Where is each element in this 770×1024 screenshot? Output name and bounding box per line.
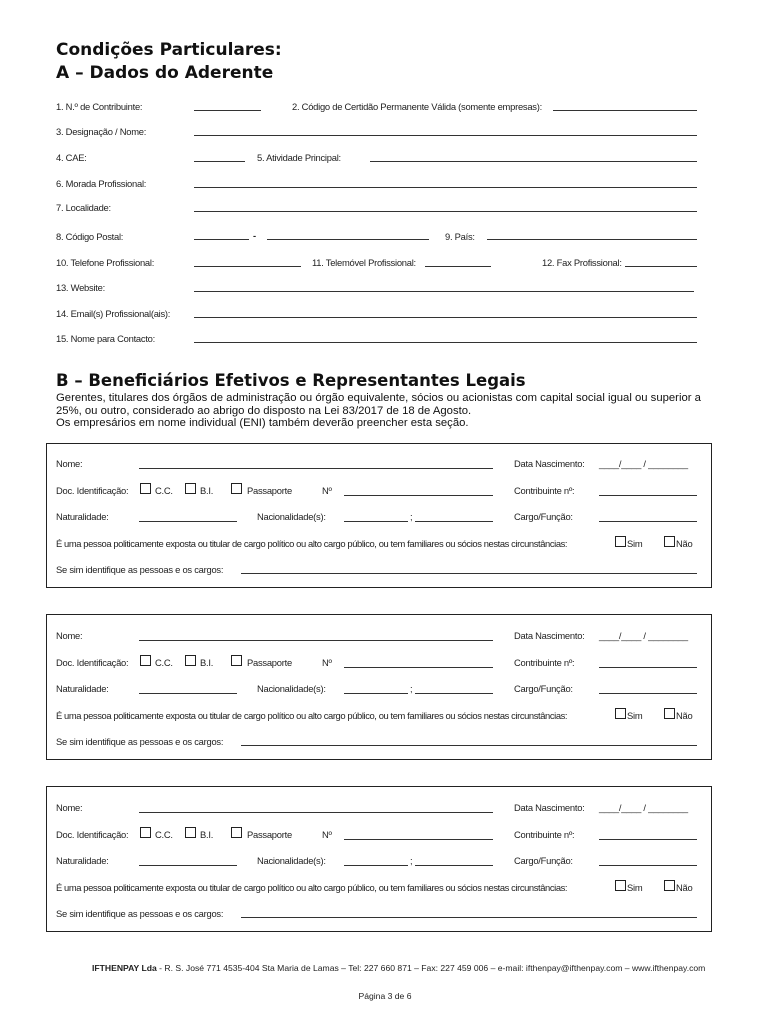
se-sim-input[interactable]: [241, 917, 697, 918]
contribuinte-input[interactable]: [599, 839, 697, 840]
beneficiary-box-2: [46, 614, 712, 760]
section-b-intro: [56, 392, 736, 430]
contacto-input[interactable]: [194, 342, 697, 343]
pep-nao-label: Não: [676, 710, 693, 721]
intro-line-1: Gerentes, titulares dos órgãos de administração ou órgão equivalente, sócios ou acionistas com capital social igual ou superior a: [56, 392, 701, 404]
field-label-telemovel: 11. Telemóvel Profissional:: [312, 257, 416, 268]
cargo-input[interactable]: [599, 865, 697, 866]
field-label-telefone: 10. Telefone Profissional:: [56, 257, 155, 268]
pep-sim-label: Sim: [627, 710, 643, 721]
pep-nao-label: Não: [676, 538, 693, 549]
pep-nao-checkbox[interactable]: [664, 536, 675, 547]
numero-label: Nº: [322, 657, 332, 668]
certidao-input[interactable]: [553, 110, 697, 111]
nacionalidade-separator: ;: [410, 683, 413, 694]
field-label-contacto: 15. Nome para Contacto:: [56, 333, 155, 344]
data-nascimento-input[interactable]: ____/____ / ________: [599, 802, 688, 813]
field-label-cae: 4. CAE:: [56, 152, 87, 163]
doc-identificacao-label: Doc. Identificação:: [56, 829, 129, 840]
codigo-postal-separator: -: [253, 230, 256, 241]
passaporte-label: Passaporte: [247, 485, 292, 496]
field-label-website: 13. Website:: [56, 282, 105, 293]
naturalidade-label: Naturalidade:: [56, 855, 109, 866]
field-label-certidao: 2. Código de Certidão Permanente Válida (somente empresas):: [292, 101, 542, 112]
bi-label: B.I.: [200, 829, 214, 840]
pep-question: É uma pessoa politicamente exposta ou titular de cargo político ou alto cargo público, ou tem familiares ou sócios nestas circunstâncias:: [56, 882, 568, 893]
passaporte-checkbox[interactable]: [231, 655, 242, 666]
intro-line-3: Os empresários em nome individual (ENI) também deverão preencher esta seção.: [56, 417, 469, 430]
numero-input[interactable]: [344, 495, 493, 496]
nacionalidade-input-2[interactable]: [415, 865, 493, 866]
nome-input[interactable]: [139, 812, 493, 813]
passaporte-checkbox[interactable]: [231, 827, 242, 838]
bi-label: B.I.: [200, 485, 214, 496]
nacionalidade-label: Nacionalidade(s):: [257, 683, 326, 694]
contribuinte-label: Contribuinte nº:: [514, 829, 575, 840]
pep-nao-label: Não: [676, 882, 693, 893]
contribuinte-label: Contribuinte nº:: [514, 657, 575, 668]
cc-label: C.C.: [155, 657, 173, 668]
nome-label: Nome:: [56, 630, 83, 641]
nacionalidade-input-1[interactable]: [344, 693, 408, 694]
pep-nao-checkbox[interactable]: [664, 880, 675, 891]
cargo-input[interactable]: [599, 521, 697, 522]
cc-label: C.C.: [155, 485, 173, 496]
naturalidade-input[interactable]: [139, 865, 237, 866]
nome-input[interactable]: [139, 468, 493, 469]
nome-input[interactable]: [139, 640, 493, 641]
doc-identificacao-label: Doc. Identificação:: [56, 485, 129, 496]
pep-sim-checkbox[interactable]: [615, 536, 626, 547]
contribuinte-input[interactable]: [194, 110, 261, 111]
cc-checkbox[interactable]: [140, 655, 151, 666]
section-b-title: B – Beneficiários Efetivos e Representantes Legais: [56, 371, 526, 390]
nacionalidade-input-1[interactable]: [344, 521, 408, 522]
passaporte-label: Passaporte: [247, 657, 292, 668]
intro-line-2: 25%, ou outro, considerado ao abrigo do disposto na Lei 83/2017 de 18 de Agosto.: [56, 404, 472, 417]
naturalidade-input[interactable]: [139, 693, 237, 694]
field-label-fax: 12. Fax Profissional:: [542, 257, 622, 268]
data-nascimento-label: Data Nascimento:: [514, 802, 585, 813]
beneficiary-box-1: [46, 443, 712, 588]
beneficiary-box-3: [46, 786, 712, 932]
numero-label: Nº: [322, 485, 332, 496]
atividade-input[interactable]: [370, 161, 697, 162]
page-number: Página 3 de 6: [358, 991, 412, 1001]
nacionalidade-separator: ;: [410, 855, 413, 866]
field-label-pais: 9. País:: [445, 231, 475, 242]
footer-company: IFTHENPAY Lda: [92, 963, 157, 973]
se-sim-label: Se sim identifique as pessoas e os cargos:: [56, 908, 224, 919]
naturalidade-label: Naturalidade:: [56, 511, 109, 522]
cargo-label: Cargo/Função:: [514, 855, 573, 866]
localidade-input[interactable]: [194, 211, 697, 212]
morada-input[interactable]: [194, 187, 697, 188]
codigo-postal-part2-input[interactable]: [267, 239, 429, 240]
nome-label: Nome:: [56, 458, 83, 469]
nacionalidade-label: Nacionalidade(s):: [257, 855, 326, 866]
field-label-contribuinte: 1. N.º de Contribuinte:: [56, 101, 143, 112]
conditions-title: Condições Particulares:: [56, 40, 282, 60]
field-label-morada: 6. Morada Profissional:: [56, 178, 147, 189]
telefone-input[interactable]: [194, 266, 301, 267]
bi-label: B.I.: [200, 657, 214, 668]
section-a-title: A – Dados do Aderente: [56, 63, 274, 83]
field-label-email: 14. Email(s) Profissional(ais):: [56, 308, 171, 319]
cc-checkbox[interactable]: [140, 483, 151, 494]
pep-question: É uma pessoa politicamente exposta ou titular de cargo político ou alto cargo público, ou tem familiares ou sócios nestas circunstâncias:: [56, 710, 568, 721]
nacionalidade-input-2[interactable]: [415, 693, 493, 694]
naturalidade-input[interactable]: [139, 521, 237, 522]
pep-sim-label: Sim: [627, 882, 643, 893]
designacao-input[interactable]: [194, 135, 697, 136]
cargo-input[interactable]: [599, 693, 697, 694]
pep-sim-label: Sim: [627, 538, 643, 549]
pais-input[interactable]: [487, 239, 697, 240]
field-label-codigo-postal: 8. Código Postal:: [56, 231, 124, 242]
bi-checkbox[interactable]: [185, 483, 196, 494]
field-label-localidade: 7. Localidade:: [56, 202, 111, 213]
data-nascimento-label: Data Nascimento:: [514, 630, 585, 641]
cae-input[interactable]: [194, 161, 245, 162]
contribuinte-input[interactable]: [599, 667, 697, 668]
data-nascimento-input[interactable]: ____/____ / ________: [599, 630, 688, 641]
se-sim-input[interactable]: [241, 745, 697, 746]
numero-input[interactable]: [344, 667, 493, 668]
pep-sim-checkbox[interactable]: [615, 880, 626, 891]
data-nascimento-label: Data Nascimento:: [514, 458, 585, 469]
nacionalidade-label: Nacionalidade(s):: [257, 511, 326, 522]
data-nascimento-input[interactable]: ____/____ / ________: [599, 458, 688, 469]
fax-input[interactable]: [625, 266, 697, 267]
footer-details: - R. S. José 771 4535-404 Sta Maria de Lamas – Tel: 227 660 871 – Fax: 227 459 006 – e-mail: ifthenpay@ifthenpay.com – www.ifthenpay.com: [156, 963, 706, 973]
bi-checkbox[interactable]: [185, 655, 196, 666]
passaporte-checkbox[interactable]: [231, 483, 242, 494]
doc-identificacao-label: Doc. Identificação:: [56, 657, 129, 668]
cargo-label: Cargo/Função:: [514, 683, 573, 694]
telemovel-input[interactable]: [425, 266, 491, 267]
pep-question: É uma pessoa politicamente exposta ou titular de cargo político ou alto cargo público, ou tem familiares ou sócios nestas circunstâncias:: [56, 538, 568, 549]
naturalidade-label: Naturalidade:: [56, 683, 109, 694]
footer-contact: [92, 963, 705, 973]
contribuinte-input[interactable]: [599, 495, 697, 496]
contribuinte-label: Contribuinte nº:: [514, 485, 575, 496]
se-sim-input[interactable]: [241, 573, 697, 574]
field-label-designacao: 3. Designação / Nome:: [56, 126, 147, 137]
website-input[interactable]: [194, 291, 694, 292]
cargo-label: Cargo/Função:: [514, 511, 573, 522]
nacionalidade-input-2[interactable]: [415, 521, 493, 522]
passaporte-label: Passaporte: [247, 829, 292, 840]
cc-checkbox[interactable]: [140, 827, 151, 838]
codigo-postal-part1-input[interactable]: [194, 239, 249, 240]
nome-label: Nome:: [56, 802, 83, 813]
pep-sim-checkbox[interactable]: [615, 708, 626, 719]
numero-input[interactable]: [344, 839, 493, 840]
email-input[interactable]: [194, 317, 697, 318]
numero-label: Nº: [322, 829, 332, 840]
se-sim-label: Se sim identifique as pessoas e os cargos:: [56, 564, 224, 575]
pep-nao-checkbox[interactable]: [664, 708, 675, 719]
se-sim-label: Se sim identifique as pessoas e os cargos:: [56, 736, 224, 747]
field-label-atividade: 5. Atividade Principal:: [257, 152, 341, 163]
bi-checkbox[interactable]: [185, 827, 196, 838]
nacionalidade-separator: ;: [410, 511, 413, 522]
cc-label: C.C.: [155, 829, 173, 840]
nacionalidade-input-1[interactable]: [344, 865, 408, 866]
